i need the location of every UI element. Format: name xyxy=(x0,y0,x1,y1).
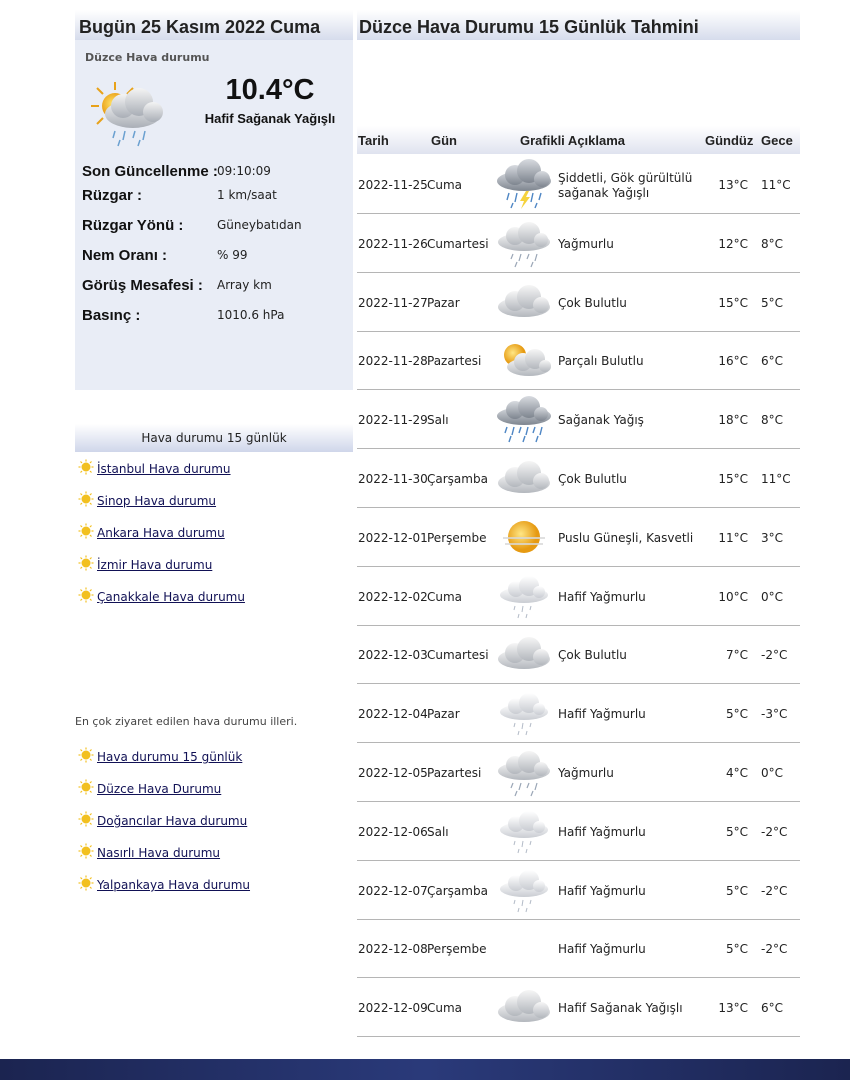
cloud-icon xyxy=(493,629,555,679)
column-header-night-temp: Gece xyxy=(761,133,793,148)
table-row xyxy=(357,861,800,920)
forecast-day: Cuma xyxy=(427,1001,463,1016)
forecast-description: Çok Bulutlu xyxy=(558,648,627,663)
forecast-description: Puslu Güneşli, Kasvetli xyxy=(558,530,694,545)
table-row xyxy=(357,390,800,449)
forecast-day-temp: 18°C xyxy=(718,413,748,428)
current-condition: Hafif Sağanak Yağışlı xyxy=(204,111,336,126)
forecast-date: 2022-11-25 xyxy=(358,178,428,192)
forecast-date: 2022-11-28 xyxy=(358,354,428,369)
forecast-description: Yağmurlu xyxy=(558,236,614,251)
sun-icon xyxy=(78,779,94,795)
forecast-date: 2022-12-02 xyxy=(358,589,428,604)
forecast-description: Hafif Yağmurlu xyxy=(558,824,646,839)
table-row xyxy=(357,684,800,743)
table-row xyxy=(357,214,800,273)
forecast-description: Çok Bulutlu xyxy=(558,295,627,310)
detail-label: Görüş Mesafesi : xyxy=(82,277,203,294)
sun-icon xyxy=(78,747,94,763)
forecast-description: Sağanak Yağış xyxy=(558,413,644,428)
forecast-night-temp: 8°C xyxy=(761,236,784,251)
city-label: Düzce Hava durumu xyxy=(85,51,210,64)
detail-value: Güneybatıdan xyxy=(217,218,302,232)
forecast-date: 2022-12-04 xyxy=(358,707,428,722)
detail-value: Array km xyxy=(217,278,272,292)
table-row xyxy=(357,978,800,1037)
table-row xyxy=(357,625,800,684)
forecast-description: Hafif Yağmurlu xyxy=(558,589,646,604)
table-row xyxy=(357,155,800,214)
cloud-icon xyxy=(493,453,555,503)
forecast-description: Şiddetli, Gök gürültülü sağanak Yağışlı xyxy=(558,171,693,200)
forecast-day: Pazartesi xyxy=(427,766,482,780)
forecast-description: Yağmurlu xyxy=(558,766,614,780)
forecast-day: Perşembe xyxy=(427,942,487,957)
table-row xyxy=(357,802,800,861)
light-rain-icon xyxy=(493,865,555,915)
forecast-day: Çarşamba xyxy=(427,472,488,486)
forecast-night-temp: -2°C xyxy=(761,883,788,898)
table-row xyxy=(357,919,800,978)
forecast-date: 2022-12-05 xyxy=(358,766,428,780)
city-link[interactable]: İstanbul Hava durumu xyxy=(97,462,231,476)
forecast-day-temp: 15°C xyxy=(718,472,748,486)
forecast-date: 2022-12-09 xyxy=(358,1001,428,1016)
light-rain-icon xyxy=(493,806,555,856)
forecast-day-temp: 5°C xyxy=(725,942,748,957)
forecast-night-temp: -3°C xyxy=(761,707,788,722)
detail-label: Son Güncellenme : xyxy=(82,163,218,180)
forecast-day: Cumartesi xyxy=(427,236,489,251)
forecast-date: 2022-11-26 xyxy=(358,236,428,251)
forecast-day: Çarşamba xyxy=(427,883,488,898)
cloud-icon xyxy=(493,277,555,327)
rain-icon xyxy=(493,218,555,268)
forecast-description: Parçalı Bulutlu xyxy=(558,354,644,369)
forecast-day-temp: 5°C xyxy=(725,883,748,898)
forecast-night-temp: 11°C xyxy=(761,472,791,486)
popular-link[interactable]: Düzce Hava Durumu xyxy=(97,782,222,796)
sun-icon xyxy=(78,811,94,827)
detail-value: 09:10:09 xyxy=(217,164,271,178)
light-rain-icon xyxy=(493,571,555,621)
forecast-day: Cumartesi xyxy=(427,648,489,663)
popular-link[interactable]: Yalpankaya Hava durumu xyxy=(97,878,251,892)
sun-icon xyxy=(78,459,94,475)
city-link[interactable]: Çanakkale Hava durumu xyxy=(97,590,245,604)
popular-link[interactable]: Hava durumu 15 günlük xyxy=(97,750,243,764)
forecast-day: Salı xyxy=(427,413,449,428)
forecast-night-temp: 8°C xyxy=(761,413,784,428)
forecast-date: 2022-12-03 xyxy=(358,648,428,663)
thunderstorm-icon xyxy=(493,159,555,209)
sun-icon xyxy=(78,843,94,859)
forecast-night-temp: 6°C xyxy=(761,354,784,369)
footer-bar xyxy=(0,1059,850,1080)
city-link[interactable]: İzmir Hava durumu xyxy=(97,558,213,572)
column-header-day-temp: Gündüz xyxy=(705,133,754,148)
forecast-day-temp: 13°C xyxy=(718,1001,748,1016)
forecast-description: Hafif Yağmurlu xyxy=(558,942,646,957)
table-row xyxy=(357,449,800,508)
forecast-day: Pazartesi xyxy=(427,354,482,369)
forecast-day: Pazar xyxy=(427,707,460,722)
detail-value: 1010.6 hPa xyxy=(217,308,285,322)
forecast-day-temp: 5°C xyxy=(725,707,748,722)
detail-label: Rüzgar : xyxy=(82,187,142,204)
hazy-sun-icon xyxy=(493,512,555,562)
forecast-night-temp: 11°C xyxy=(761,178,791,192)
forecast-description: Hafif Sağanak Yağışlı xyxy=(558,1001,683,1016)
detail-value: % 99 xyxy=(217,248,248,262)
forecast-day-temp: 15°C xyxy=(718,295,748,310)
sun-icon xyxy=(78,587,94,603)
cloud-icon xyxy=(493,982,555,1032)
detail-label: Basınç : xyxy=(82,307,141,324)
forecast-night-temp: 0°C xyxy=(761,766,784,780)
forecast-date: 2022-12-01 xyxy=(358,530,428,545)
forecast-day-temp: 4°C xyxy=(725,766,748,780)
forecast-description: Çok Bulutlu xyxy=(558,472,627,486)
cloud-sun-rain-icon xyxy=(85,76,170,151)
detail-label: Nem Oranı : xyxy=(82,247,168,264)
forecast-date: 2022-11-30 xyxy=(358,472,428,486)
light-rain-icon xyxy=(493,688,555,738)
partly-cloudy-icon xyxy=(493,335,555,385)
forecast-day-temp: 10°C xyxy=(718,589,748,604)
forecast-day-temp: 16°C xyxy=(718,354,748,369)
forecast-night-temp: 0°C xyxy=(761,589,784,604)
sun-icon xyxy=(78,523,94,539)
table-row xyxy=(357,567,800,626)
forecast-day-temp: 13°C xyxy=(718,178,748,192)
today-header: Bugün 25 Kasım 2022 Cuma xyxy=(75,10,353,40)
sun-icon xyxy=(78,555,94,571)
forecast-date: 2022-12-08 xyxy=(358,942,428,957)
today-panel xyxy=(75,40,353,390)
heavy-rain-icon xyxy=(493,394,555,444)
links-header: Hava durumu 15 günlük xyxy=(75,424,353,452)
forecast-date: 2022-11-29 xyxy=(358,413,428,428)
city-link[interactable]: Ankara Hava durumu xyxy=(97,526,225,540)
forecast-day: Salı xyxy=(427,824,449,839)
forecast-day-temp: 11°C xyxy=(718,530,748,545)
forecast-day: Pazar xyxy=(427,295,460,310)
table-row xyxy=(357,743,800,802)
column-header-date: Tarih xyxy=(358,133,389,148)
sun-icon xyxy=(78,491,94,507)
forecast-date: 2022-11-27 xyxy=(358,295,428,310)
column-header-description: Grafikli Açıklama xyxy=(520,133,626,148)
forecast-day-temp: 5°C xyxy=(725,824,748,839)
forecast-night-temp: 6°C xyxy=(761,1001,784,1016)
forecast-description: Hafif Yağmurlu xyxy=(558,883,646,898)
forecast-day-temp: 12°C xyxy=(718,236,748,251)
detail-label: Rüzgar Yönü : xyxy=(82,217,184,234)
forecast-date: 2022-12-06 xyxy=(358,824,428,839)
rain-icon xyxy=(493,747,555,797)
table-row xyxy=(357,331,800,390)
forecast-night-temp: -2°C xyxy=(761,824,788,839)
forecast-header: Düzce Hava Durumu 15 Günlük Tahmini xyxy=(357,10,800,40)
table-row xyxy=(357,508,800,567)
sun-icon xyxy=(78,875,94,891)
forecast-night-temp: 3°C xyxy=(761,530,784,545)
popular-link[interactable]: Doğancılar Hava durumu xyxy=(97,814,248,828)
forecast-description: Hafif Yağmurlu xyxy=(558,707,646,722)
forecast-day: Cuma xyxy=(427,589,463,604)
forecast-night-temp: 5°C xyxy=(761,295,784,310)
column-header-day: Gün xyxy=(431,133,457,148)
forecast-table-header xyxy=(357,126,800,154)
detail-value: 1 km/saat xyxy=(217,188,277,202)
forecast-day: Perşembe xyxy=(427,530,487,545)
popular-link[interactable]: Nasırlı Hava durumu xyxy=(97,846,221,860)
forecast-night-temp: -2°C xyxy=(761,648,788,663)
forecast-date: 2022-12-07 xyxy=(358,883,428,898)
current-temperature: 10.4°C xyxy=(225,74,315,106)
forecast-day: Cuma xyxy=(427,178,463,192)
forecast-day-temp: 7°C xyxy=(725,648,748,663)
city-link[interactable]: Sinop Hava durumu xyxy=(97,494,217,508)
forecast-night-temp: -2°C xyxy=(761,942,788,957)
popular-title: En çok ziyaret edilen hava durumu illeri. xyxy=(75,715,298,728)
table-row xyxy=(357,273,800,332)
